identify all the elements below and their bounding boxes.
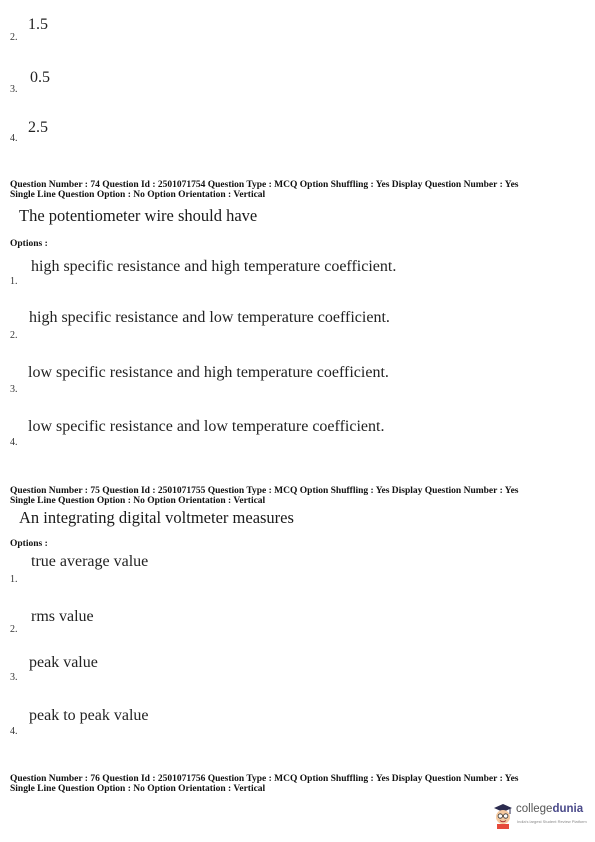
- option-text: high specific resistance and high temperature coefficient.: [31, 258, 397, 275]
- option-text: low specific resistance and low temperature coefficient.: [28, 418, 385, 435]
- question-text: An integrating digital voltmeter measures: [19, 508, 294, 527]
- option-number: 4.: [10, 133, 18, 144]
- option-text: low specific resistance and high temperature coefficient.: [28, 364, 389, 381]
- logo-wordmark: [516, 803, 583, 815]
- question-meta: Single Line Question Option : No Option Orientation : Vertical: [10, 496, 266, 506]
- options-label: Options :: [10, 539, 48, 549]
- question-meta: Question Number : 74 Question Id : 2501071754 Question Type : MCQ Option Shuffling : Yes Display Question Number : Yes: [10, 180, 519, 190]
- question-text: The potentiometer wire should have: [19, 206, 258, 225]
- option-number: 3.: [10, 672, 18, 683]
- option-number: 1.: [10, 574, 18, 585]
- option-number: 1.: [10, 276, 18, 287]
- collegedunia-logo: [492, 801, 592, 833]
- option-text: 0.5: [30, 69, 50, 86]
- option-text: rms value: [31, 608, 94, 625]
- logo-brand-prefix: college: [516, 803, 553, 815]
- option-number: 2.: [10, 32, 18, 43]
- option-number: 3.: [10, 84, 18, 95]
- question-meta: Single Line Question Option : No Option Orientation : Vertical: [10, 784, 266, 794]
- option-text: 2.5: [28, 119, 48, 136]
- option-number: 4.: [10, 437, 18, 448]
- logo-brand-suffix: dunia: [552, 803, 584, 815]
- question-meta: Question Number : 75 Question Id : 2501071755 Question Type : MCQ Option Shuffling : Yes Display Question Number : Yes: [10, 486, 519, 496]
- option-number: 2.: [10, 330, 18, 341]
- option-number: 3.: [10, 384, 18, 395]
- option-text: true average value: [31, 553, 149, 570]
- option-text: 1.5: [28, 16, 48, 33]
- logo-tagline: India's largest Student Review Platform: [517, 819, 587, 824]
- option-number: 4.: [10, 726, 18, 737]
- option-text: high specific resistance and low temperature coefficient.: [29, 309, 390, 326]
- option-text: peak to peak value: [29, 707, 149, 724]
- question-meta: Question Number : 76 Question Id : 2501071756 Question Type : MCQ Option Shuffling : Yes Display Question Number : Yes: [10, 774, 519, 784]
- graduate-mascot-icon: [492, 803, 514, 829]
- question-meta: Single Line Question Option : No Option Orientation : Vertical: [10, 190, 266, 200]
- option-number: 2.: [10, 624, 18, 635]
- option-text: peak value: [29, 654, 98, 671]
- options-label: Options :: [10, 239, 48, 249]
